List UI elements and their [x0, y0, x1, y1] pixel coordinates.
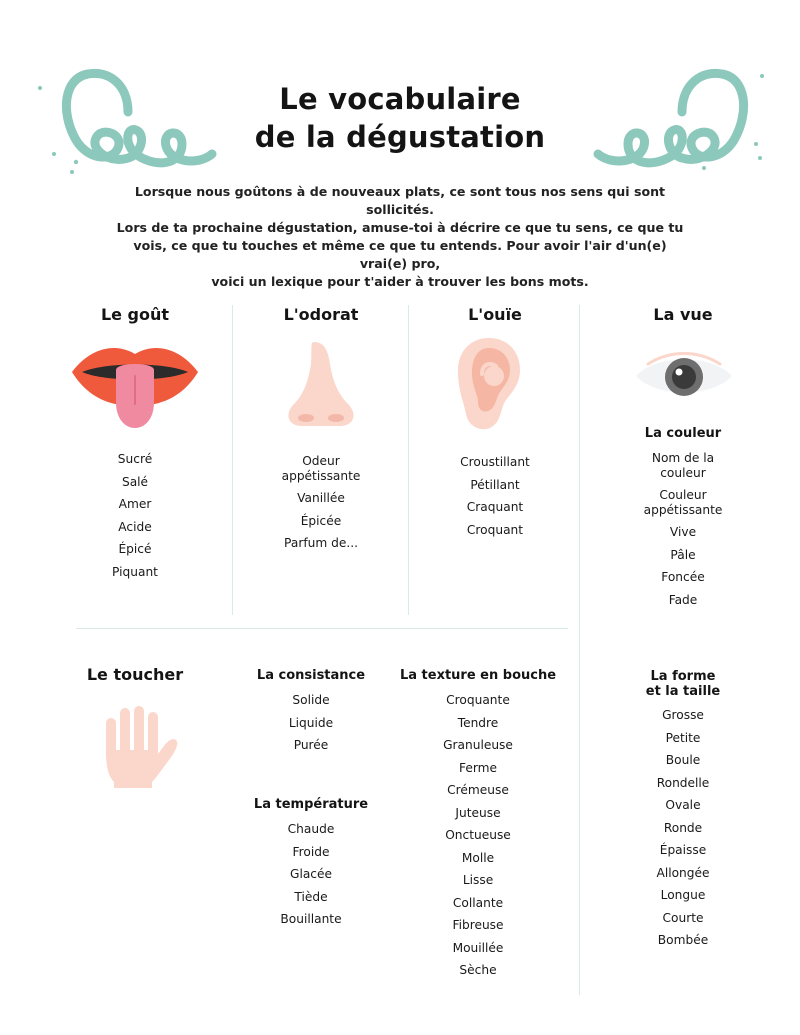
list-consistance — [236, 689, 386, 757]
list-item: Vive — [669, 525, 697, 539]
list-item: Onctueuse — [445, 828, 511, 842]
list-item: Granuleuse — [443, 738, 513, 752]
intro-line: Lors de ta prochaine dégustation, amuse-toi à décrire ce que tu sens, ce que tu — [116, 220, 684, 235]
list-item: Couleur appétissante — [643, 488, 723, 517]
intro-line: vois, ce que tu touches et même ce que tu entends. Pour avoir l'air d'un(e) vrai(e) pro, — [133, 238, 667, 271]
list-item: Parfum de... — [284, 536, 358, 550]
list-item: Longue — [660, 888, 706, 902]
section-vue — [608, 305, 758, 324]
list-couleur — [608, 451, 758, 615]
divider-vertical — [408, 305, 409, 615]
divider-vertical — [579, 305, 580, 995]
page-title — [0, 80, 800, 156]
list-item: Purée — [293, 738, 329, 752]
list-item: Courte — [662, 910, 704, 925]
list-item: Nom de la couleur — [651, 451, 715, 480]
list-item: Acide — [118, 519, 152, 534]
subsection-title: La couleur — [644, 426, 722, 441]
subsection-forme — [608, 669, 758, 699]
section-title: Le toucher — [86, 665, 184, 684]
title-line-2: de la dégustation — [254, 120, 546, 154]
section-title: L'odorat — [283, 305, 359, 324]
list-item: Croustillant — [460, 455, 530, 469]
intro-line: Lorsque nous goûtons à de nouveaux plats, ce sont tous nos sens qui sont sollicités. — [134, 184, 666, 217]
list-temperature — [236, 818, 386, 931]
hand-icon — [102, 706, 180, 788]
list-item: Salé — [121, 474, 149, 489]
list-item: Pâle — [670, 547, 696, 562]
list-item: Mouillée — [452, 940, 504, 955]
list-item: Boule — [665, 753, 701, 767]
divider-vertical — [232, 305, 233, 615]
list-item: Bouillante — [280, 912, 342, 926]
list-item: Tiède — [294, 889, 328, 904]
list-item: Fibreuse — [452, 918, 504, 932]
section-title: La vue — [653, 305, 713, 324]
list-item: Solide — [292, 693, 330, 707]
list-item: Amer — [118, 497, 152, 511]
list-item: Ferme — [458, 760, 497, 775]
list-item: Sucré — [117, 452, 153, 466]
list-item: Grosse — [662, 708, 704, 722]
subsection-title-line-1: La forme — [650, 669, 716, 684]
list-item: Ovale — [665, 798, 701, 812]
list-item: Épicée — [300, 513, 342, 528]
list-item: Crémeuse — [447, 783, 509, 797]
list-item: Tendre — [457, 715, 499, 730]
list-item: Craquant — [466, 500, 524, 514]
subsection-title-line-2: et la taille — [645, 684, 721, 699]
list-item: Fade — [668, 592, 698, 607]
subsection-consistance — [236, 668, 386, 683]
list-gout — [60, 448, 210, 583]
title-line-1: Le vocabulaire — [279, 82, 521, 116]
list-item: Chaude — [287, 822, 335, 836]
list-item: Croquant — [466, 522, 524, 537]
list-item: Bombée — [657, 933, 709, 947]
subsection-texture — [398, 668, 558, 683]
list-texture — [398, 689, 558, 982]
list-ouie — [420, 451, 570, 541]
list-item: Vanillée — [297, 491, 345, 505]
list-item: Lisse — [462, 873, 494, 887]
section-gout — [60, 305, 210, 324]
subsection-title: La consistance — [256, 668, 366, 683]
list-forme — [608, 704, 758, 952]
section-title: Le goût — [100, 305, 170, 324]
subsection-temperature — [236, 797, 386, 812]
list-item: Épicé — [118, 542, 152, 556]
section-toucher — [60, 665, 210, 684]
section-title: L'ouïe — [468, 305, 522, 324]
list-item: Froide — [292, 844, 330, 859]
subsection-title: La texture en bouche — [399, 668, 557, 683]
divider-horizontal — [76, 628, 568, 629]
list-item: Glacée — [290, 867, 332, 881]
list-item: Odeur appétissante — [281, 454, 361, 483]
list-item: Juteuse — [455, 805, 501, 820]
ear-icon — [456, 336, 522, 432]
list-item: Piquant — [112, 564, 158, 579]
list-item: Liquide — [288, 715, 334, 730]
lips-tongue-icon — [70, 340, 200, 432]
list-item: Collante — [452, 895, 504, 910]
list-item: Épaisse — [659, 843, 707, 857]
list-item: Ronde — [663, 820, 703, 835]
list-item: Foncée — [661, 570, 705, 584]
eye-icon — [634, 350, 734, 402]
subsection-couleur — [608, 426, 758, 441]
list-item: Allongée — [656, 865, 710, 880]
intro-paragraph — [110, 183, 690, 291]
section-ouie — [420, 305, 570, 324]
subsection-title: La température — [253, 797, 369, 812]
list-item: Croquante — [446, 693, 510, 707]
list-item: Molle — [461, 850, 495, 865]
list-item: Sèche — [459, 963, 497, 977]
list-item: Rondelle — [656, 775, 710, 790]
intro-line: voici un lexique pour t'aider à trouver les bons mots. — [211, 274, 589, 289]
list-odorat — [246, 454, 396, 559]
section-odorat — [246, 305, 396, 324]
list-item: Pétillant — [470, 477, 520, 492]
list-item: Petite — [665, 730, 701, 745]
nose-icon — [284, 340, 358, 428]
